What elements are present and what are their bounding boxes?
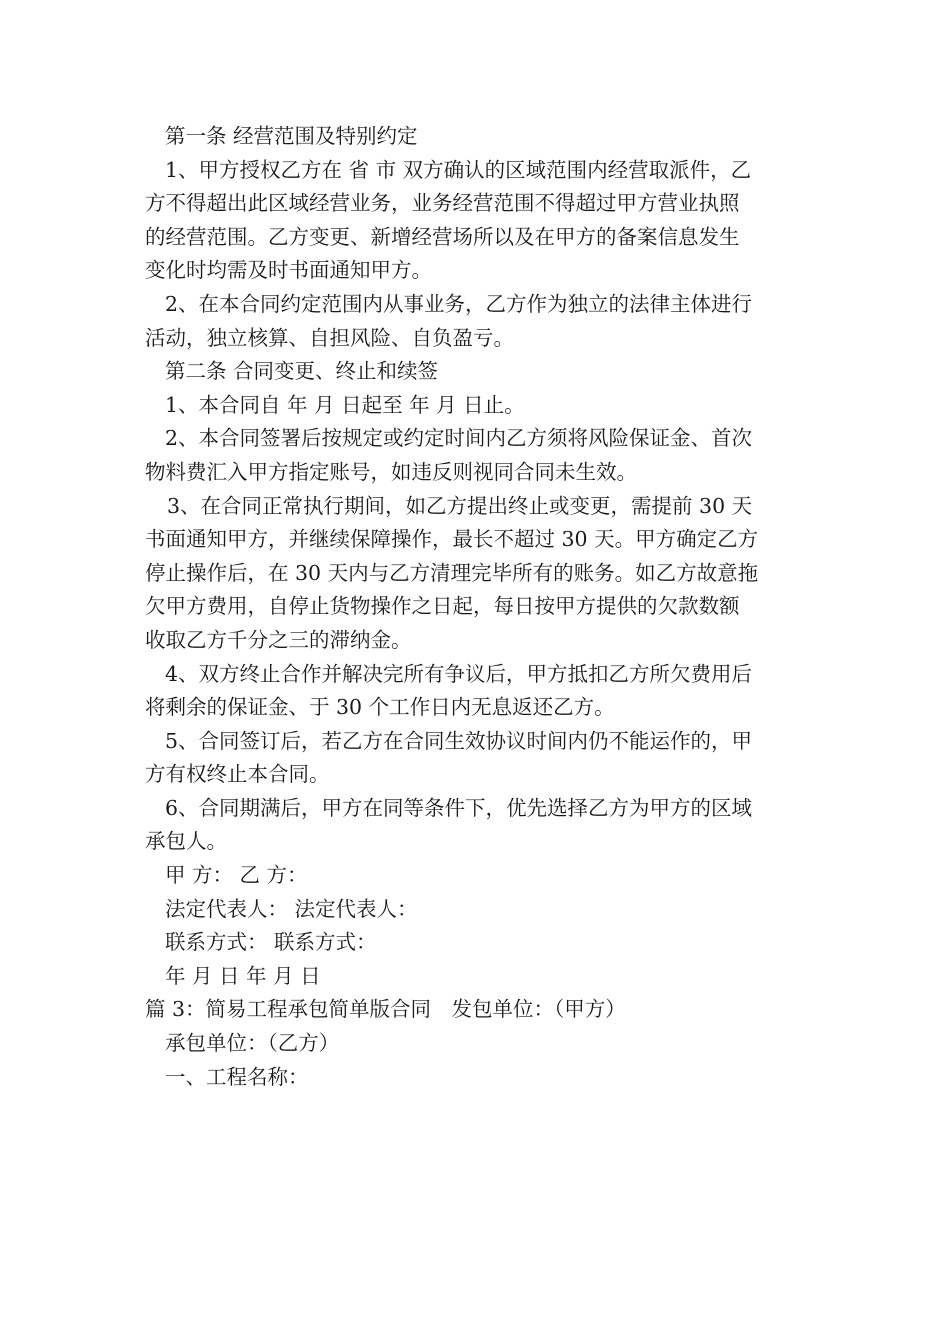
article-2-clause-2-cont: 物料费汇入甲方指定账号，如违反则视同合同未生效。 (145, 459, 637, 484)
signature-contacts: 联系方式： 联系方式： (165, 930, 377, 955)
article-1-clause-1-cont: 方不得超出此区域经营业务，业务经营范围不得超过甲方营业执照 (145, 191, 740, 216)
article-2-clause-5-cont: 方有权终止本合同。 (145, 762, 330, 787)
article-2-heading: 第二条 合同变更、终止和续签 (165, 359, 439, 384)
article-2-clause-4: 4、双方终止合作并解决完所有争议后，甲方抵扣乙方所欠费用后 (165, 661, 753, 686)
article-1-clause-2: 2、在本合同约定范围内从事业务，乙方作为独立的法律主体进行 (165, 291, 753, 316)
article-2-clause-3-cont: 欠甲方费用，自停止货物操作之日起，每日按甲方提供的欠款数额 (145, 594, 740, 619)
article-1-clause-2-cont: 活动，独立核算、自担风险、自负盈亏。 (145, 325, 514, 350)
section-3-title: 篇 3：简易工程承包简单版合同 发包单位：（甲方） (145, 997, 626, 1022)
article-2-clause-6-cont: 承包人。 (145, 829, 227, 854)
article-2-clause-3-cont: 停止操作后，在 30 天内与乙方清理完毕所有的账务。如乙方故意拖 (145, 560, 759, 585)
signature-parties: 甲 方： 乙 方： (165, 863, 308, 888)
article-1-clause-1: 1、甲方授权乙方在 省 市 双方确认的区域范围内经营取派件，乙 (165, 157, 752, 182)
project-name-heading: 一、工程名称： (165, 1064, 309, 1089)
article-1-clause-1-cont: 的经营范围。乙方变更、新增经营场所以及在甲方的备案信息发生 (145, 224, 740, 249)
article-2-clause-6: 6、合同期满后，甲方在同等条件下，优先选择乙方为甲方的区域 (165, 795, 753, 820)
article-2-clause-1: 1、本合同自 年 月 日起至 年 月 日止。 (165, 392, 525, 417)
article-2-clause-2: 2、本合同签署后按规定或约定时间内乙方须将风险保证金、首次 (165, 426, 753, 451)
contractor-unit: 承包单位：（乙方） (165, 1031, 340, 1056)
article-2-clause-5: 5、合同签订后，若乙方在合同生效协议时间内仍不能运作的，甲 (165, 728, 753, 753)
signature-dates: 年 月 日 年 月 日 (165, 963, 321, 988)
article-2-clause-3: 3、在合同正常执行期间，如乙方提出终止或变更，需提前 30 天 (167, 493, 753, 518)
article-2-clause-3-cont: 收取乙方千分之三的滞纳金。 (145, 627, 412, 652)
article-2-clause-3-cont: 书面通知甲方，并继续保障操作，最长不超过 30 天。甲方确定乙方 (145, 527, 759, 552)
article-2-clause-4-cont: 将剩余的保证金、于 30 个工作日内无息返还乙方。 (145, 695, 615, 720)
article-1-clause-1-cont: 变化时均需及时书面通知甲方。 (145, 258, 432, 283)
signature-legal-reps: 法定代表人： 法定代表人： (165, 896, 418, 921)
article-1-heading: 第一条 经营范围及特别约定 (165, 124, 418, 148)
